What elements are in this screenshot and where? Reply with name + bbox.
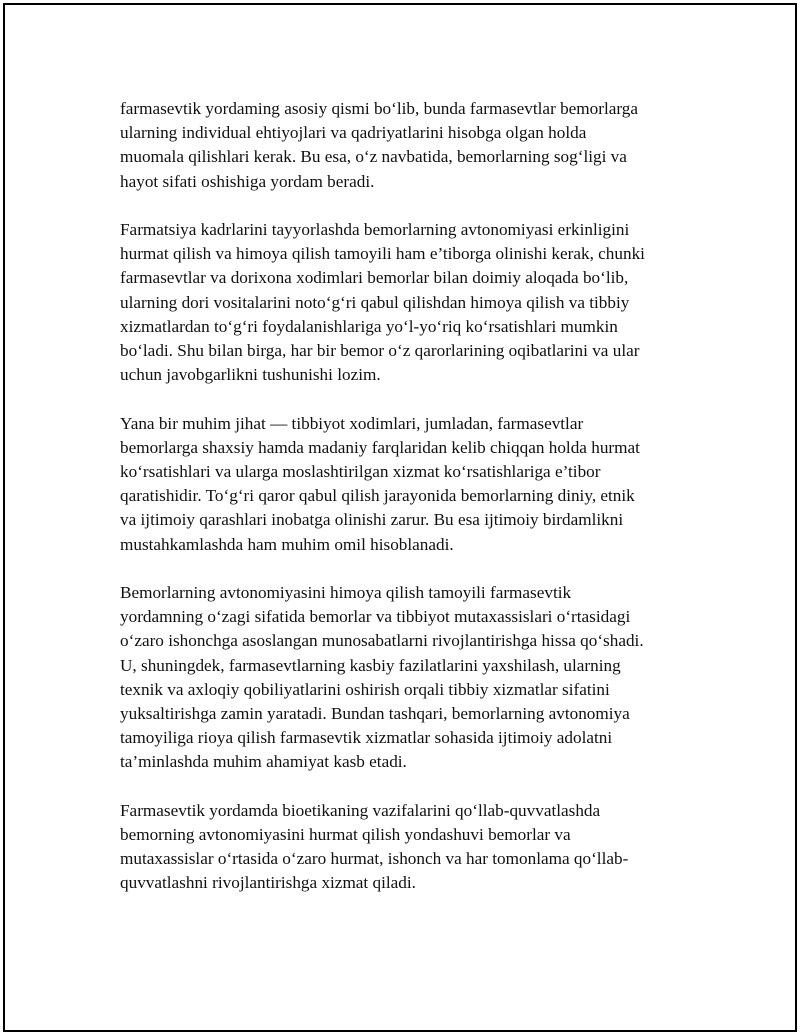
paragraph (120, 218, 700, 387)
text-line: yuksaltirishga zamin yaratadi. Bundan tashqari, bemorlarning avtonomiya (120, 704, 630, 724)
text-line: ko‘rsatishlari va ularga moslashtirilgan xizmat ko‘rsatishlariga e’tibor (120, 462, 601, 482)
paragraph (120, 412, 700, 557)
text-line: qaratishidir. To‘g‘ri qaror qabul qilish jarayonida bemorlarning diniy, etnik (120, 486, 635, 506)
text-line: tamoyiliga rioya qilish farmasevtik xizmatlar sohasida ijtimoiy adolatni (120, 728, 613, 748)
text-line: ularning individual ehtiyojlari va qadriyatlarini hisobga olgan holda (120, 123, 587, 143)
text-line: farmasevtlar va dorixona xodimlari bemorlar bilan doimiy aloqada bo‘lib, (120, 268, 629, 288)
text-line: farmasevtik yordaming asosiy qismi bo‘lib, bunda farmasevtlar bemorlarga (120, 99, 639, 118)
text-line: mustahkamlashda ham muhim omil hisoblanadi. (120, 534, 454, 554)
text-line: bemorlarga shaxsiy hamda madaniy farqlaridan kelib chiqqan holda hurmat (120, 437, 640, 457)
text-line: bemorning avtonomiyasini hurmat qilish yondashuvi bemorlar va (120, 825, 571, 845)
text-line: Bemorlarning avtonomiyasini himoya qilish tamoyili farmasevtik (120, 583, 572, 603)
text-line: hayot sifati oshishiga yordam beradi. (120, 171, 375, 191)
text-line: Farmatsiya kadrlarini tayyorlashda bemorlarning avtonomiyasi erkinligini (120, 220, 630, 239)
text-line: o‘zaro ishonchga asoslangan munosabatlarni rivojlantirishga hissa qo‘shadi. (120, 631, 644, 651)
text-line: yordamning o‘zagi sifatida bemorlar va tibbiyot mutaxassislari o‘rtasidagi (120, 607, 631, 627)
text-line: U, shuningdek, farmasevtlarning kasbiy fazilatlarini yaxshilash, ularning (120, 655, 621, 675)
paragraph (120, 799, 700, 896)
text-line: mutaxassislar o‘rtasida o‘zaro hurmat, ishonch va har tomonlama qo‘llab- (120, 849, 629, 869)
paragraph (120, 97, 700, 194)
text-line: quvvatlashni rivojlantirishga xizmat qiladi. (120, 873, 416, 893)
text-line: xizmatlardan to‘g‘ri foydalanishlariga yo‘l-yo‘riq ko‘rsatishlari mumkin (120, 316, 618, 336)
text-line: muomala qilishlari kerak. Bu esa, o‘z navbatida, bemorlarning sog‘ligi va (120, 147, 627, 167)
text-line: ta’minlashda muhim ahamiyat kasb etadi. (120, 752, 407, 772)
page-frame (3, 3, 797, 1032)
text-line: texnik va axloqiy qobiliyatlarini oshirish orqali tibbiy xizmatlar sifatini (120, 679, 610, 699)
text-line: hurmat qilish va himoya qilish tamoyili ham e’tiborga olinishi kerak, chunki (120, 244, 645, 264)
text-line: uchun javobgarlikni tushunishi lozim. (120, 365, 381, 385)
document-body (120, 97, 700, 920)
text-line: Farmasevtik yordamda bioetikaning vazifalarini qo‘llab-quvvatlashda (120, 800, 601, 820)
text-line: ularning dori vositalarini noto‘g‘ri qabul qilishdan himoya qilish va tibbiy (120, 292, 630, 312)
paragraph (120, 581, 700, 775)
text-line: bo‘ladi. Shu bilan birga, har bir bemor o‘z qarorlarining oqibatlarini va ular (120, 341, 640, 361)
text-line: va ijtimoiy qarashlari inobatga olinishi zarur. Bu esa ijtimoiy birdamlikni (120, 510, 624, 530)
text-line: Yana bir muhim jihat — tibbiyot xodimlari, jumladan, farmasevtlar (120, 413, 584, 433)
